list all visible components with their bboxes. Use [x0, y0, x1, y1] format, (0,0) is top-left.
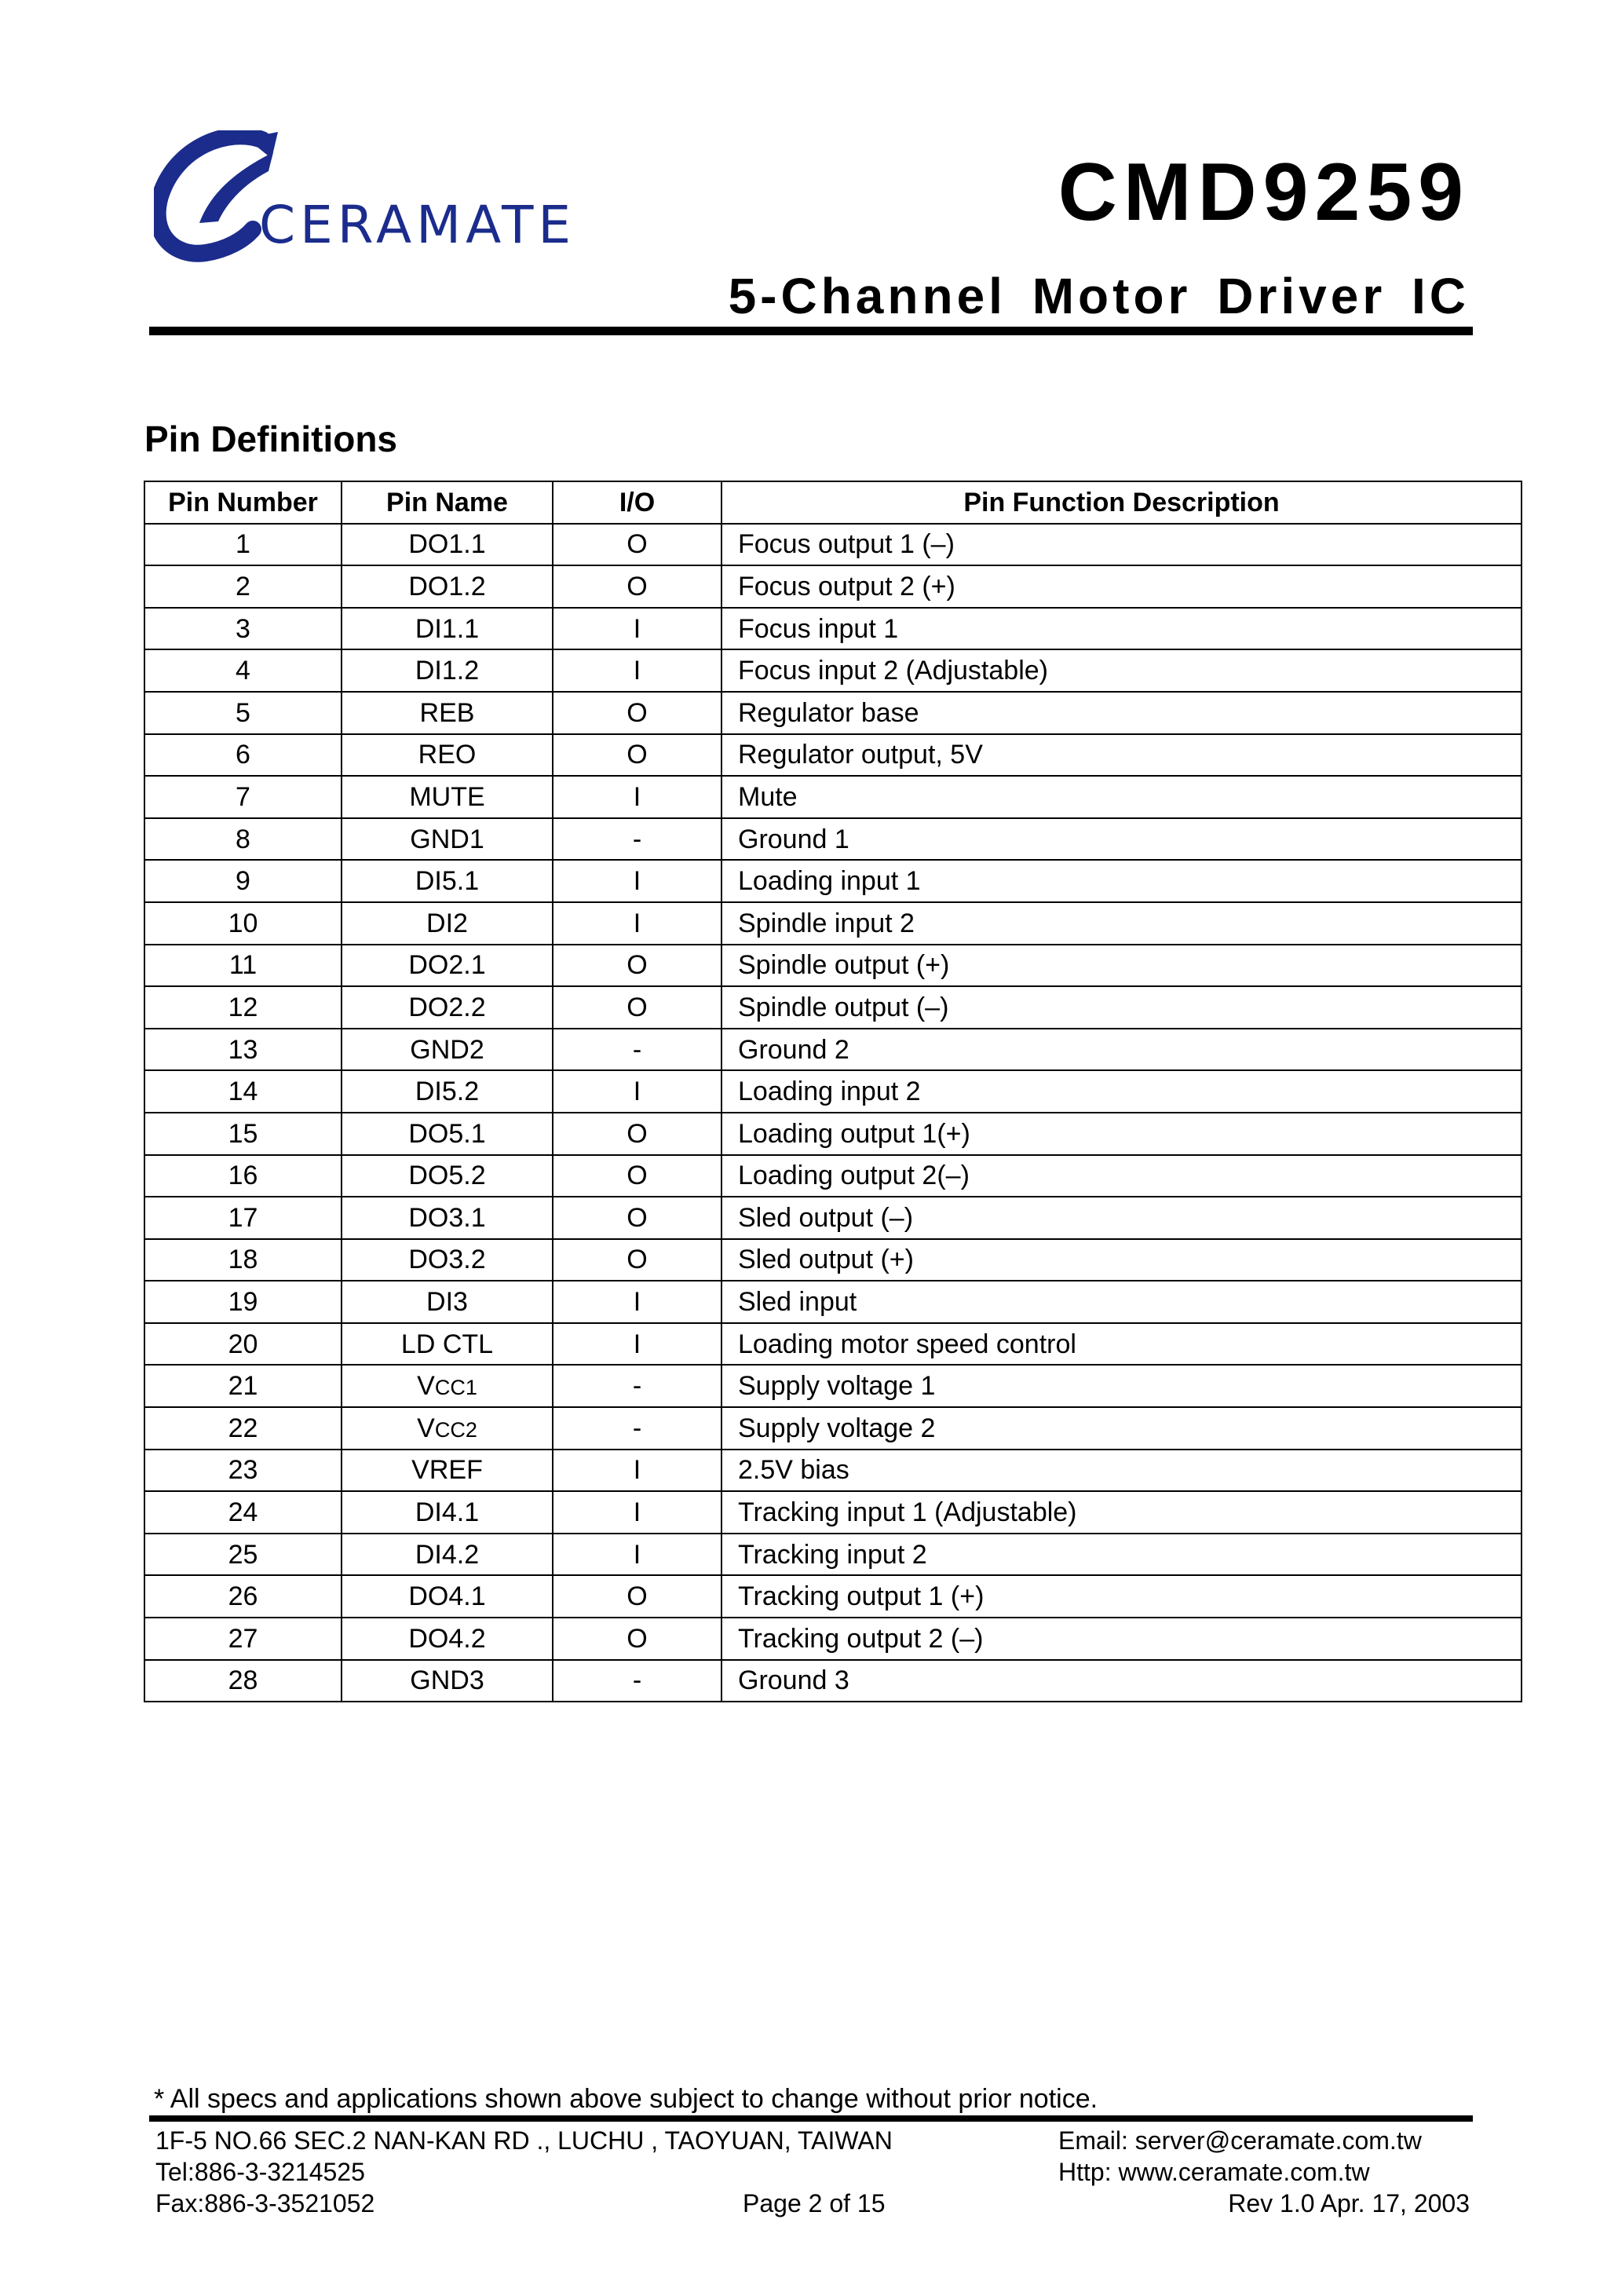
pin-number-cell: 5 — [144, 692, 342, 734]
pin-description-cell: Loading output 2(–) — [721, 1155, 1522, 1197]
pin-io-cell: O — [553, 734, 721, 777]
table-row — [144, 1660, 1522, 1702]
table-row — [144, 1281, 1522, 1323]
pin-name-cell: GND3 — [342, 1660, 553, 1702]
pin-io-cell: I — [553, 776, 721, 818]
pin-name-cell: DO1.2 — [342, 565, 553, 608]
pin-description-cell: Focus input 1 — [721, 608, 1522, 650]
table-row — [144, 1323, 1522, 1366]
pin-description-cell: Spindle output (–) — [721, 986, 1522, 1029]
pin-number-cell: 13 — [144, 1029, 342, 1071]
pin-description-cell: Sled output (–) — [721, 1197, 1522, 1239]
pin-description-cell: Sled output (+) — [721, 1239, 1522, 1281]
pin-description-cell: Loading input 2 — [721, 1070, 1522, 1113]
pin-name-cell — [342, 1407, 553, 1450]
pin-io-cell: I — [553, 902, 721, 945]
table-row — [144, 524, 1522, 566]
pin-number-cell: 19 — [144, 1281, 342, 1323]
pin-description-cell: Tracking input 2 — [721, 1534, 1522, 1576]
pin-name-cell: VREF — [342, 1450, 553, 1492]
pin-description-cell: Tracking input 1 (Adjustable) — [721, 1491, 1522, 1534]
pin-description-cell: Focus output 1 (–) — [721, 524, 1522, 566]
pin-description-cell: Ground 2 — [721, 1029, 1522, 1071]
pin-number-cell: 11 — [144, 945, 342, 987]
table-row — [144, 1197, 1522, 1239]
table-row — [144, 565, 1522, 608]
pin-io-cell: O — [553, 692, 721, 734]
table-row — [144, 1407, 1522, 1450]
pin-number-cell: 4 — [144, 649, 342, 692]
pin-number-cell: 3 — [144, 608, 342, 650]
footer-email: Email: server@ceramate.com.tw — [1058, 2126, 1422, 2155]
pin-number-cell: 14 — [144, 1070, 342, 1113]
pin-io-cell: O — [553, 986, 721, 1029]
pin-name-cell: LD CTL — [342, 1323, 553, 1366]
pin-description-cell: Regulator base — [721, 692, 1522, 734]
pin-number-cell: 21 — [144, 1365, 342, 1407]
pin-name-cell: DO5.1 — [342, 1113, 553, 1155]
pin-number-cell: 20 — [144, 1323, 342, 1366]
pin-number-cell: 12 — [144, 986, 342, 1029]
pin-name-cell: REO — [342, 734, 553, 777]
pin-description-cell: Supply voltage 1 — [721, 1365, 1522, 1407]
pin-io-cell: I — [553, 1281, 721, 1323]
revision-date: Rev 1.0 Apr. 17, 2003 — [1228, 2189, 1470, 2217]
footer-tel: Tel:886-3-3214525 — [155, 2158, 365, 2186]
pin-description-cell: Supply voltage 2 — [721, 1407, 1522, 1450]
footer-website: Http: www.ceramate.com.tw — [1058, 2158, 1370, 2186]
pin-description-cell: Sled input — [721, 1281, 1522, 1323]
table-row — [144, 1113, 1522, 1155]
pin-io-cell: O — [553, 1239, 721, 1281]
table-row — [144, 1534, 1522, 1576]
pin-io-cell: I — [553, 608, 721, 650]
pin-name-cell: DO4.1 — [342, 1575, 553, 1618]
pin-description-cell: Spindle input 2 — [721, 902, 1522, 945]
pin-description-cell: Spindle output (+) — [721, 945, 1522, 987]
pin-name-cell — [342, 1365, 553, 1407]
pin-number-cell: 26 — [144, 1575, 342, 1618]
table-row — [144, 860, 1522, 902]
pin-number-cell: 7 — [144, 776, 342, 818]
pin-name-cell: DO4.2 — [342, 1618, 553, 1660]
table-row — [144, 1575, 1522, 1618]
pin-name-cell: DO3.1 — [342, 1197, 553, 1239]
pin-io-cell: O — [553, 1618, 721, 1660]
pin-io-cell: - — [553, 1407, 721, 1450]
pin-description-cell: Loading input 1 — [721, 860, 1522, 902]
table-row — [144, 1491, 1522, 1534]
pin-name-cell: DO1.1 — [342, 524, 553, 566]
pin-io-cell: I — [553, 1491, 721, 1534]
footer-divider — [149, 2115, 1473, 2122]
pin-number-cell: 10 — [144, 902, 342, 945]
pin-name-cell: DO5.2 — [342, 1155, 553, 1197]
table-row — [144, 1029, 1522, 1071]
document-subtitle: 5-Channel Motor Driver IC — [728, 268, 1470, 324]
pin-number-cell: 27 — [144, 1618, 342, 1660]
header-divider — [149, 327, 1473, 335]
table-row — [144, 818, 1522, 861]
pin-io-cell: O — [553, 524, 721, 566]
pin-description-cell: Ground 3 — [721, 1660, 1522, 1702]
table-header-row — [144, 481, 1522, 524]
table-row — [144, 1618, 1522, 1660]
pin-description-cell: Tracking output 2 (–) — [721, 1618, 1522, 1660]
pin-name-cell: DO3.2 — [342, 1239, 553, 1281]
table-row — [144, 1365, 1522, 1407]
pin-name-subscript: CC1 — [434, 1376, 477, 1400]
pin-io-cell: O — [553, 1113, 721, 1155]
pin-name-cell: DI1.2 — [342, 649, 553, 692]
pin-name-cell: REB — [342, 692, 553, 734]
section-title: Pin Definitions — [144, 419, 397, 459]
pin-number-cell: 1 — [144, 524, 342, 566]
pin-name-cell: DI3 — [342, 1281, 553, 1323]
pin-description-cell: Loading output 1(+) — [721, 1113, 1522, 1155]
pin-description-cell: Loading motor speed control — [721, 1323, 1522, 1366]
page-number: Page 2 of 15 — [743, 2189, 886, 2217]
pin-name-cell: GND2 — [342, 1029, 553, 1071]
pin-number-cell: 2 — [144, 565, 342, 608]
column-header-io: I/O — [553, 481, 721, 524]
pin-description-cell: Focus input 2 (Adjustable) — [721, 649, 1522, 692]
pin-name-subscript: CC2 — [434, 1417, 477, 1442]
table-row — [144, 776, 1522, 818]
change-notice: * All specs and applications shown above subject to change without prior notice. — [154, 2084, 1098, 2114]
pin-name-cell: DI2 — [342, 902, 553, 945]
table-row — [144, 986, 1522, 1029]
column-header-description: Pin Function Description — [721, 481, 1522, 524]
pin-number-cell: 23 — [144, 1450, 342, 1492]
pin-number-cell: 28 — [144, 1660, 342, 1702]
pin-io-cell: - — [553, 1365, 721, 1407]
logo-wordmark: CERAMATE — [259, 195, 576, 255]
pin-io-cell: O — [553, 1197, 721, 1239]
pin-number-cell: 8 — [144, 818, 342, 861]
table-row — [144, 902, 1522, 945]
pin-name-cell: DO2.2 — [342, 986, 553, 1029]
pin-name-main: V — [417, 1413, 435, 1443]
pin-name-main: V — [417, 1371, 435, 1402]
pin-number-cell: 6 — [144, 734, 342, 777]
pin-io-cell: I — [553, 1534, 721, 1576]
pin-name-cell: GND1 — [342, 818, 553, 861]
pin-io-cell: O — [553, 1155, 721, 1197]
pin-name-cell: MUTE — [342, 776, 553, 818]
table-row — [144, 608, 1522, 650]
table-row — [144, 945, 1522, 987]
pin-definitions-table — [144, 481, 1522, 1702]
pin-description-cell: 2.5V bias — [721, 1450, 1522, 1492]
pin-io-cell: - — [553, 1660, 721, 1702]
pin-name-cell: DI5.2 — [342, 1070, 553, 1113]
table-row — [144, 1239, 1522, 1281]
pin-number-cell: 9 — [144, 860, 342, 902]
table-row — [144, 692, 1522, 734]
pin-name-cell: DI1.1 — [342, 608, 553, 650]
pin-io-cell: O — [553, 945, 721, 987]
pin-io-cell: - — [553, 818, 721, 861]
pin-number-cell: 16 — [144, 1155, 342, 1197]
pin-description-cell: Focus output 2 (+) — [721, 565, 1522, 608]
pin-number-cell: 25 — [144, 1534, 342, 1576]
pin-io-cell: I — [553, 1450, 721, 1492]
pin-io-cell: I — [553, 649, 721, 692]
pin-name-cell: DI5.1 — [342, 860, 553, 902]
pin-name-cell: DO2.1 — [342, 945, 553, 987]
pin-number-cell: 18 — [144, 1239, 342, 1281]
table-row — [144, 1070, 1522, 1113]
pin-io-cell: - — [553, 1029, 721, 1071]
pin-description-cell: Tracking output 1 (+) — [721, 1575, 1522, 1618]
pin-number-cell: 17 — [144, 1197, 342, 1239]
pin-number-cell: 15 — [144, 1113, 342, 1155]
part-number: CMD9259 — [1058, 147, 1470, 238]
pin-io-cell: O — [553, 1575, 721, 1618]
pin-io-cell: O — [553, 565, 721, 608]
pin-description-cell: Regulator output, 5V — [721, 734, 1522, 777]
column-header-pin-name: Pin Name — [342, 481, 553, 524]
footer-address: 1F-5 NO.66 SEC.2 NAN-KAN RD ., LUCHU , TAOYUAN, TAIWAN — [155, 2126, 893, 2155]
table-row — [144, 1155, 1522, 1197]
pin-io-cell: I — [553, 860, 721, 902]
pin-description-cell: Ground 1 — [721, 818, 1522, 861]
table-row — [144, 1450, 1522, 1492]
pin-io-cell: I — [553, 1070, 721, 1113]
table-row — [144, 649, 1522, 692]
pin-io-cell: I — [553, 1323, 721, 1366]
pin-number-cell: 22 — [144, 1407, 342, 1450]
pin-name-cell: DI4.2 — [342, 1534, 553, 1576]
pin-name-cell: DI4.1 — [342, 1491, 553, 1534]
column-header-pin-number: Pin Number — [144, 481, 342, 524]
footer-fax: Fax:886-3-3521052 — [155, 2189, 375, 2217]
pin-number-cell: 24 — [144, 1491, 342, 1534]
pin-description-cell: Mute — [721, 776, 1522, 818]
table-row — [144, 734, 1522, 777]
